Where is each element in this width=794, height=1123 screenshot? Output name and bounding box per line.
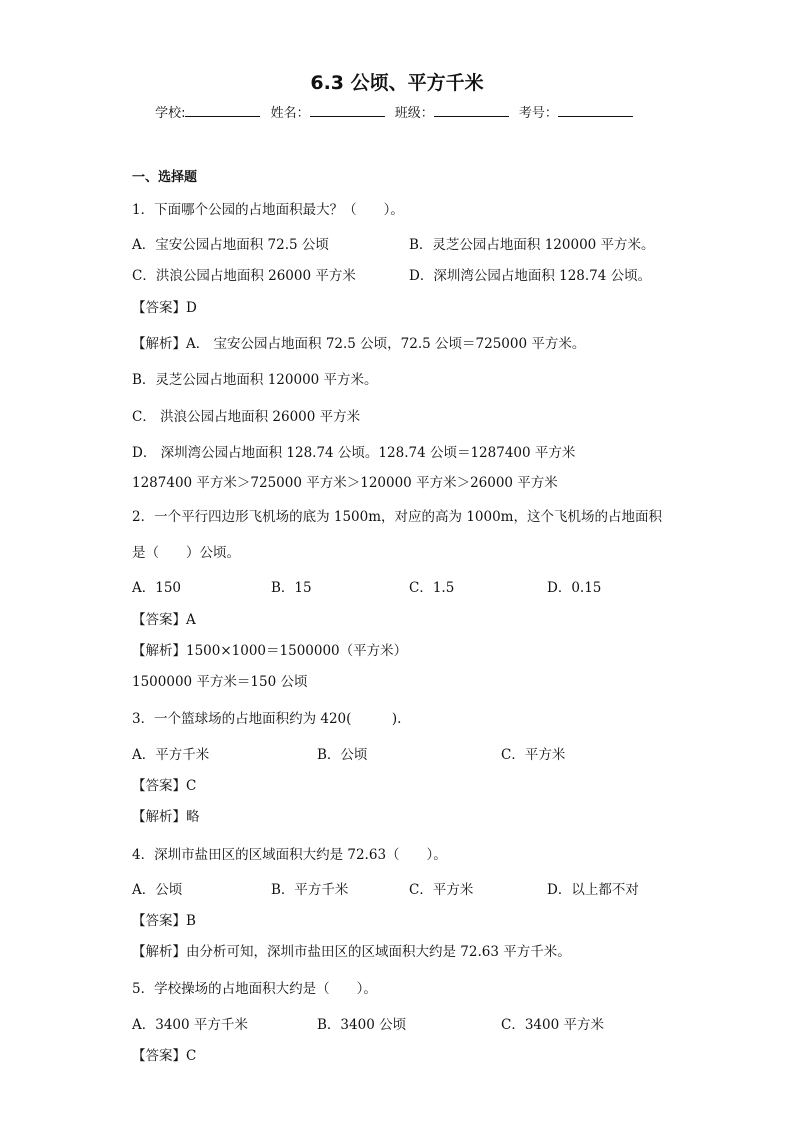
q2-answer: 【答案】A [132,612,196,628]
q3-stem: 3．一个篮球场的占地面积约为 420( ). [132,711,402,727]
q1-stem: 1．下面哪个公园的占地面积最大？（ ）。 [132,202,404,218]
q1-option-b: B．灵芝公园占地面积 120000 平方米。 [409,237,655,253]
q4-option-d: D．以上都不对 [547,882,639,898]
q1-option-a: A．宝安公园占地面积 72.5 公顷 [132,237,329,253]
q1-analysis-line: 【解析】A． 宝安公园占地面积 72.5 公顷，72.5 公顷＝725000 平方米。 [132,336,586,352]
q2-stem: 2．一个平行四边形飞机场的底为 1500m，对应的高为 1000m，这个飞机场的占地面积 [132,509,662,525]
page-title: 6.3 公顷、平方千米 [310,72,484,94]
q1-analysis-line: 1287400 平方米＞725000 平方米＞120000 平方米＞26000 平方米 [132,475,558,491]
q1-option-d: D．深圳湾公园占地面积 128.74 公顷。 [409,268,652,284]
q3-answer: 【答案】C [132,778,197,794]
student-info-line [0,102,794,121]
q4-stem: 4．深圳市盐田区的区域面积大约是 72.63（ ）。 [132,847,447,863]
exam-number-blank[interactable] [558,104,633,117]
q2-option-c: C．1.5 [409,580,455,596]
school-blank[interactable] [185,104,260,117]
q4-option-b: B．平方千米 [271,882,349,898]
q2-option-a: A．150 [132,580,182,596]
q4-option-c: C．平方米 [409,882,474,898]
class-field: 班级： [395,102,509,121]
q5-option-c: C．3400 平方米 [501,1017,604,1033]
q2-analysis-line: 【解析】1500×1000＝1500000（平方米） [132,643,408,659]
q2-option-d: D．0.15 [547,580,602,596]
q2-option-b: B．15 [271,580,312,596]
q3-option-b: B．公顷 [317,747,368,763]
q4-option-a: A．公顷 [132,882,183,898]
q1-answer: 【答案】D [132,300,197,316]
q3-analysis-line: 【解析】略 [132,809,200,825]
class-blank[interactable] [434,104,509,117]
q5-answer: 【答案】C [132,1048,197,1064]
q5-option-a: A．3400 平方千米 [132,1017,248,1033]
name-blank[interactable] [310,104,385,117]
q5-option-b: B．3400 公顷 [317,1017,407,1033]
section-heading: 一、选择题 [132,170,198,185]
q1-option-c: C．洪浪公园占地面积 26000 平方米 [132,268,356,284]
q4-answer: 【答案】B [132,913,196,929]
q1-analysis-line: C． 洪浪公园占地面积 26000 平方米 [132,409,361,425]
q2-analysis-line: 1500000 平方米＝150 公顷 [132,674,308,690]
q5-stem: 5．学校操场的占地面积大约是（ ）。 [132,981,377,997]
q3-option-c: C．平方米 [501,747,566,763]
q1-analysis-line: B．灵芝公园占地面积 120000 平方米。 [132,372,378,388]
exam-number-field: 考号： [519,102,633,121]
school-field: 学校: [155,102,260,121]
q4-analysis-line: 【解析】由分析可知，深圳市盐田区的区域面积大约是 72.63 平方千米。 [132,944,571,960]
name-field: 姓名： [271,102,385,121]
q3-option-a: A．平方千米 [132,747,210,763]
q1-analysis-line: D． 深圳湾公园占地面积 128.74 公顷。128.74 公顷＝1287400 平方米 [132,445,576,461]
q2-stem-continued: 是（ ）公顷。 [132,545,240,561]
